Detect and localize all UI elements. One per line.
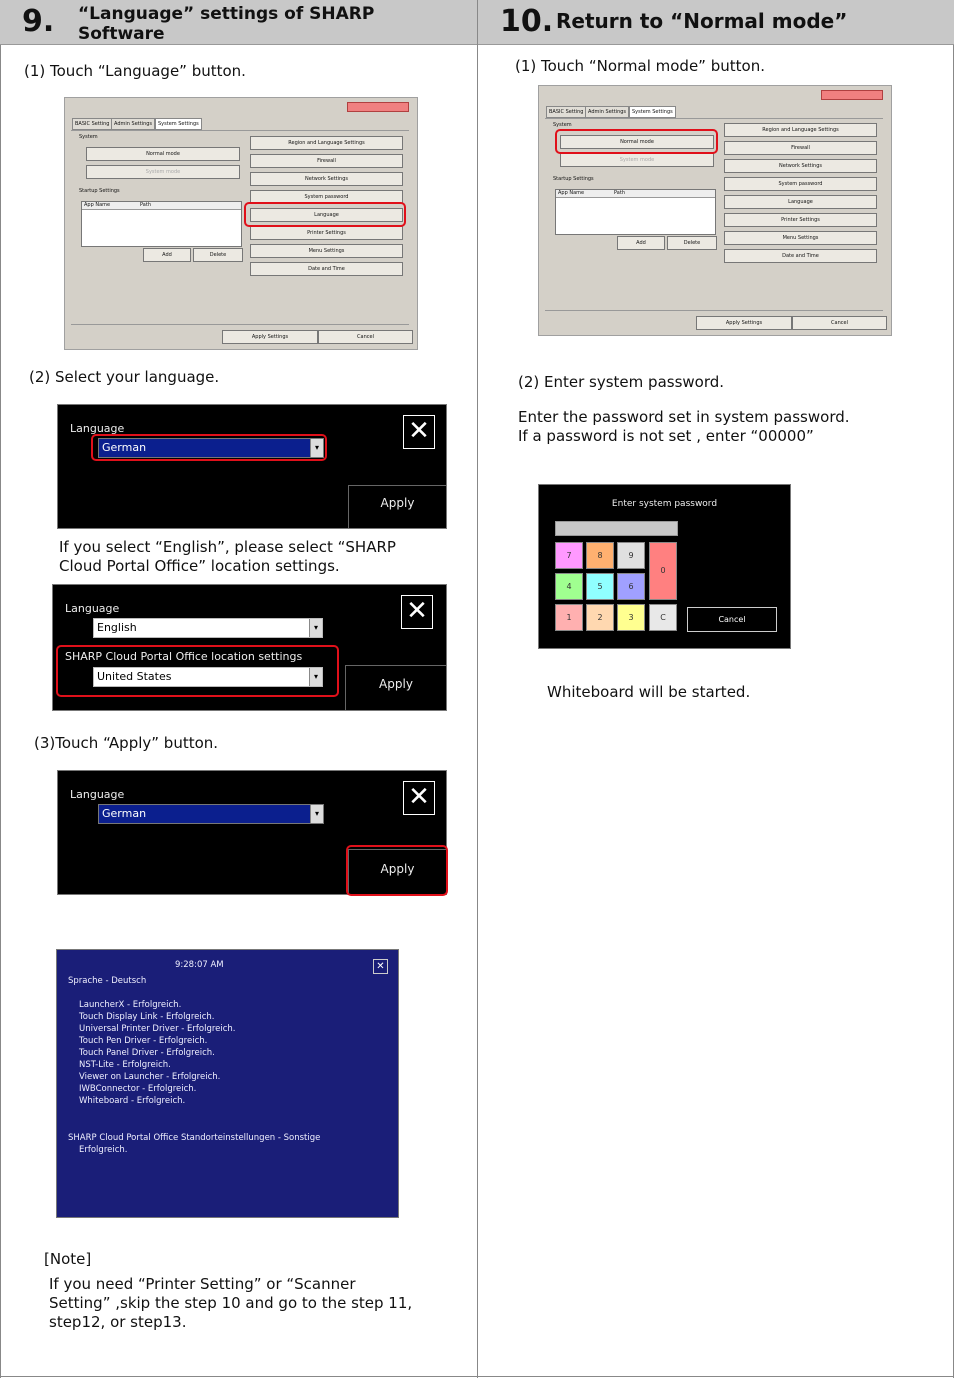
location-dropdown-value: United States [97,670,172,683]
firewall-button[interactable]: Firewall [250,154,403,168]
region-language-button[interactable]: Region and Language Settings [724,123,877,137]
system-section-label: System [553,122,572,128]
system-section-label: System [79,134,98,140]
startup-section-label: Startup Settings [553,176,594,182]
note-heading: [Note] [44,1250,92,1268]
language-dropdown[interactable] [93,618,323,638]
location-label: SHARP Cloud Portal Office location settings [65,650,303,663]
note-body: If you need “Printer Setting” or “Scanner Setting” ,skip the step 10 and go to the step 11, step12, or step13. [49,1275,413,1331]
cancel-button[interactable]: Cancel [318,330,413,344]
result-location-line: SHARP Cloud Portal Office Standorteinstellungen - Sonstige [68,1133,321,1143]
key-4[interactable]: 4 [555,573,583,600]
language-dropdown-value: German [102,807,147,820]
result-line: Universal Printer Driver - Erfolgreich. [79,1024,236,1034]
chevron-down-icon[interactable]: ▾ [310,805,323,823]
menu-settings-button[interactable]: Menu Settings [724,231,877,245]
english-note: If you select “English”, please select “SHARP Cloud Portal Office” location settings. [59,538,396,575]
chevron-down-icon[interactable]: ▾ [310,439,323,457]
apply-button[interactable]: Apply [348,849,446,894]
cancel-button[interactable]: Cancel [792,316,887,330]
step10-number: 10. [500,4,554,39]
result-line: Whiteboard - Erfolgreich. [79,1096,186,1106]
system-mode-button[interactable]: System mode [86,165,240,179]
add-button[interactable]: Add [143,248,191,262]
language-dropdown[interactable] [98,804,324,824]
delete-button[interactable]: Delete [667,236,717,250]
language-label: Language [65,602,120,615]
col-path: Path [614,190,625,196]
key-6[interactable]: 6 [617,573,645,600]
result-heading: Sprache - Deutsch [68,976,147,986]
result-location-status: Erfolgreich. [79,1145,128,1155]
result-line: Viewer on Launcher - Erfolgreich. [79,1072,221,1082]
language-dropdown-value: German [102,441,147,454]
network-settings-button[interactable]: Network Settings [250,172,403,186]
normal-mode-button[interactable]: Normal mode [560,135,714,149]
apply-button[interactable]: Apply [348,485,446,528]
password-instructions: Enter the password set in system password. If a password is not set , enter “00000” [518,408,850,445]
apply-settings-button[interactable]: Apply Settings [222,330,318,344]
language-dialog-select [57,404,447,529]
add-button[interactable]: Add [617,236,665,250]
language-label: Language [70,422,125,435]
highlight-normal-mode-button [555,129,718,154]
left-border [0,0,1,1378]
list-header [82,202,241,210]
normal-mode-button[interactable]: Normal mode [86,147,240,161]
tab-admin[interactable]: Admin Settings [111,118,155,130]
apply-settings-button[interactable]: Apply Settings [696,316,792,330]
date-time-button[interactable]: Date and Time [250,262,403,276]
date-time-button[interactable]: Date and Time [724,249,877,263]
bottom-divider [545,310,883,311]
region-language-button[interactable]: Region and Language Settings [250,136,403,150]
key-0[interactable]: 0 [649,542,677,600]
tab-system[interactable]: System Settings [155,118,202,130]
highlight-apply-button [346,845,448,896]
key-clear[interactable]: C [649,604,677,631]
menu-settings-button[interactable]: Menu Settings [250,244,403,258]
close-icon[interactable]: ✕ [373,959,388,974]
col-app-name: App Name [84,202,111,208]
chevron-down-icon[interactable]: ▾ [309,619,322,637]
settings-window-normal-mode [538,85,892,336]
col-app-name: App Name [558,190,585,196]
step10-instruction1: (1) Touch “Normal mode” button. [515,57,765,75]
system-password-button[interactable]: System password [250,190,403,204]
tab-basic[interactable]: BASIC Setting [546,106,586,118]
result-line: LauncherX - Erfolgreich. [79,1000,182,1010]
key-5[interactable]: 5 [586,573,614,600]
language-label: Language [70,788,125,801]
key-1[interactable]: 1 [555,604,583,631]
startup-section-label: Startup Settings [79,188,120,194]
result-line: Touch Panel Driver - Erfolgreich. [79,1048,215,1058]
close-icon[interactable]: ✕ [401,595,433,629]
network-settings-button[interactable]: Network Settings [724,159,877,173]
printer-settings-button[interactable]: Printer Settings [724,213,877,227]
bottom-border [0,1376,954,1377]
highlight-location-settings [56,645,339,697]
step10-title: Return to “Normal mode” [556,9,848,33]
column-divider [477,0,478,1378]
highlight-language-button [244,202,406,227]
col-path: Path [140,202,151,208]
password-dialog [538,484,791,649]
result-line: Touch Pen Driver - Erfolgreich. [79,1036,208,1046]
step10-instruction2: (2) Enter system password. [518,373,725,391]
tab-admin[interactable]: Admin Settings [585,106,629,118]
close-icon[interactable]: ✕ [403,415,435,449]
key-9[interactable]: 9 [617,542,645,569]
system-mode-button[interactable]: System mode [560,153,714,167]
tab-basic[interactable]: BASIC Setting [72,118,112,130]
step9-title: “Language” settings of SHARP Software [78,4,375,44]
system-password-button[interactable]: System password [724,177,877,191]
key-3[interactable]: 3 [617,604,645,631]
list-header [556,190,715,198]
tab-underline [545,118,883,119]
language-button[interactable]: Language [250,208,403,222]
key-2[interactable]: 2 [586,604,614,631]
password-cancel-button[interactable]: Cancel [687,607,777,632]
highlight-language-dropdown [91,434,327,461]
step9-number: 9. [22,4,55,39]
close-icon[interactable]: ✕ [403,781,435,815]
password-input[interactable] [555,521,678,536]
step9-instruction2: (2) Select your language. [29,368,220,386]
step10-result: Whiteboard will be started. [547,683,751,701]
startup-list[interactable] [555,189,716,235]
result-line: Touch Display Link - Erfolgreich. [79,1012,215,1022]
result-line: IWBConnector - Erfolgreich. [79,1084,197,1094]
title-bar-indicator [821,90,883,100]
bottom-divider [71,324,409,325]
startup-list[interactable] [81,201,242,247]
title-bar-indicator [347,102,409,112]
step9-instruction1: (1) Touch “Language” button. [24,62,246,80]
apply-button[interactable]: Apply [345,665,446,710]
key-8[interactable]: 8 [586,542,614,569]
tab-system[interactable]: System Settings [629,106,676,118]
printer-settings-button[interactable]: Printer Settings [250,226,403,240]
language-button[interactable]: Language [724,195,877,209]
delete-button[interactable]: Delete [193,248,243,262]
language-result-window [56,949,399,1218]
key-7[interactable]: 7 [555,542,583,569]
result-line: NST-Lite - Erfolgreich. [79,1060,171,1070]
result-time: 9:28:07 AM [175,960,224,970]
password-dialog-title: Enter system password [611,499,718,509]
firewall-button[interactable]: Firewall [724,141,877,155]
chevron-down-icon[interactable]: ▾ [309,668,322,686]
language-dropdown-value: English [97,621,137,634]
tab-underline [71,130,409,131]
step9-instruction3: (3)Touch “Apply” button. [34,734,219,752]
